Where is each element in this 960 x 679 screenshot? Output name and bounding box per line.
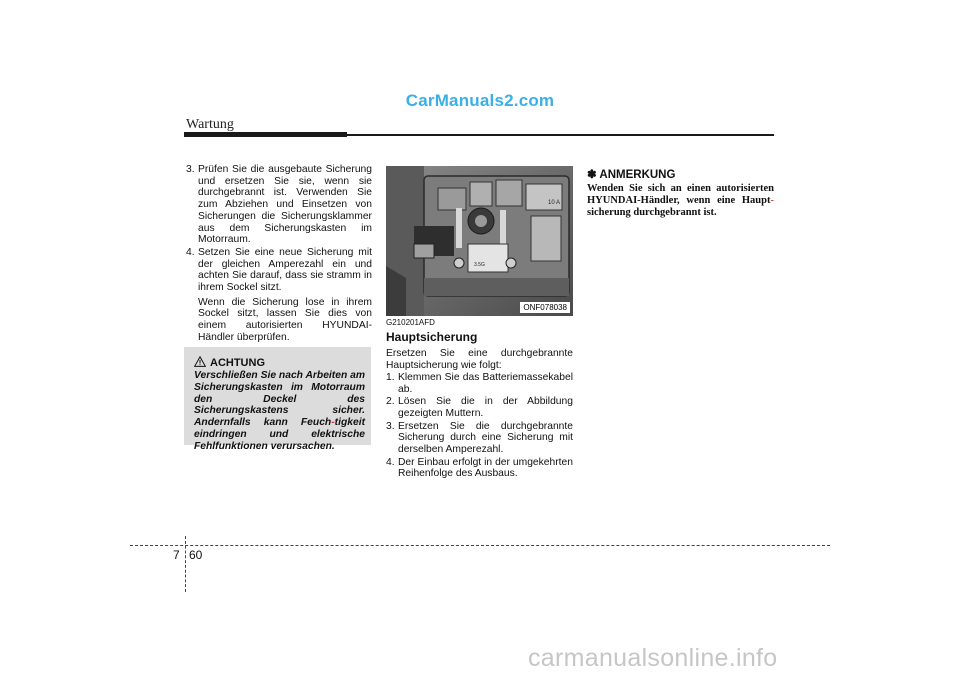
step-text: Setzen Sie eine neue Sicherung mit der gleichen Amperezahl ein und achten Sie darauf, dass sie stramm in ihrem Sockel sitzt. — [198, 246, 372, 294]
chapter-number: 7 — [173, 548, 180, 562]
note-text: Wenden Sie sich an einen autorisierten HYUNDAI-Händler, wenn eine Haupt-sicherung durchgebrannt ist. — [587, 183, 774, 218]
footer-divider — [185, 536, 186, 592]
column-right — [587, 167, 774, 218]
header-rule-thin — [347, 134, 774, 136]
step-number: 3. — [186, 164, 195, 175]
page-number: 60 — [189, 548, 203, 562]
step-item-1: 1. Klemmen Sie das Batteriemassekabel ab. — [386, 371, 573, 395]
photo-reference-label: ONF078038 — [520, 302, 570, 313]
step-number: 4. — [186, 246, 195, 258]
caution-heading — [194, 356, 265, 370]
warning-triangle-icon — [194, 356, 206, 370]
column-left — [186, 164, 372, 344]
section-title: Wartung — [186, 117, 234, 132]
step-item-4 — [186, 247, 372, 294]
footer-rule — [130, 545, 830, 546]
intro-text: Ersetzen Sie eine durchgebrannte Hauptsicherung wie folgt: — [386, 348, 573, 372]
header-rule-thick — [184, 132, 347, 137]
caution-title: ACHTUNG — [210, 357, 265, 369]
loose-fuse-note: Wenn die Sicherung lose in ihrem Sockel sitzt, lassen Sie dies von einem autorisierten HYUNDAI-Händler überprüfen. — [198, 296, 372, 343]
fuse-label-text: 10 A — [548, 200, 561, 206]
column-middle — [386, 317, 573, 481]
main-fuse-text: 3.5G — [474, 262, 485, 268]
watermark-carmanuals2: CarManuals2.com — [405, 91, 555, 110]
section-heading: Hauptsicherung — [386, 329, 478, 344]
step-item-2: 2. Lösen Sie die in der Abbildung gezeigten Muttern. — [386, 396, 573, 419]
step-item-3 — [186, 164, 372, 246]
step-item-4: 4. Der Einbau erfolgt in der umgekehrten Reihenfolge des Ausbaus. — [386, 456, 573, 480]
fuse-box-photo — [386, 166, 573, 316]
caution-text: Verschließen Sie nach Arbeiten am Sicherungskasten im Motorraum den Deckel des Sicherungskastens sicher. Andernfalls kann Feuch-tigkeit eindringen und elektrische Fehlfunktionen verursachen. — [194, 370, 365, 452]
caution-box — [184, 347, 371, 452]
step-item-3: 3. Ersetzen Sie die durchgebrannte Sicherung durch eine Sicherung mit derselben Amperezahl. — [386, 420, 573, 456]
step-text: Prüfen Sie die ausgebaute Sicherung und ersetzen Sie sie, wenn sie durchgebrannt ist. Verwenden Sie zum Abziehen und Einsetzen von Sicherungen die Sicherungsklammer aus dem Sicherungskasten im Motorraum. — [198, 164, 372, 246]
note-heading: ✽ ANMERKUNG — [587, 169, 676, 181]
watermark-carmanualsonline: carmanualsonline.info — [528, 644, 778, 672]
section-code: G210201AFD — [386, 318, 435, 327]
